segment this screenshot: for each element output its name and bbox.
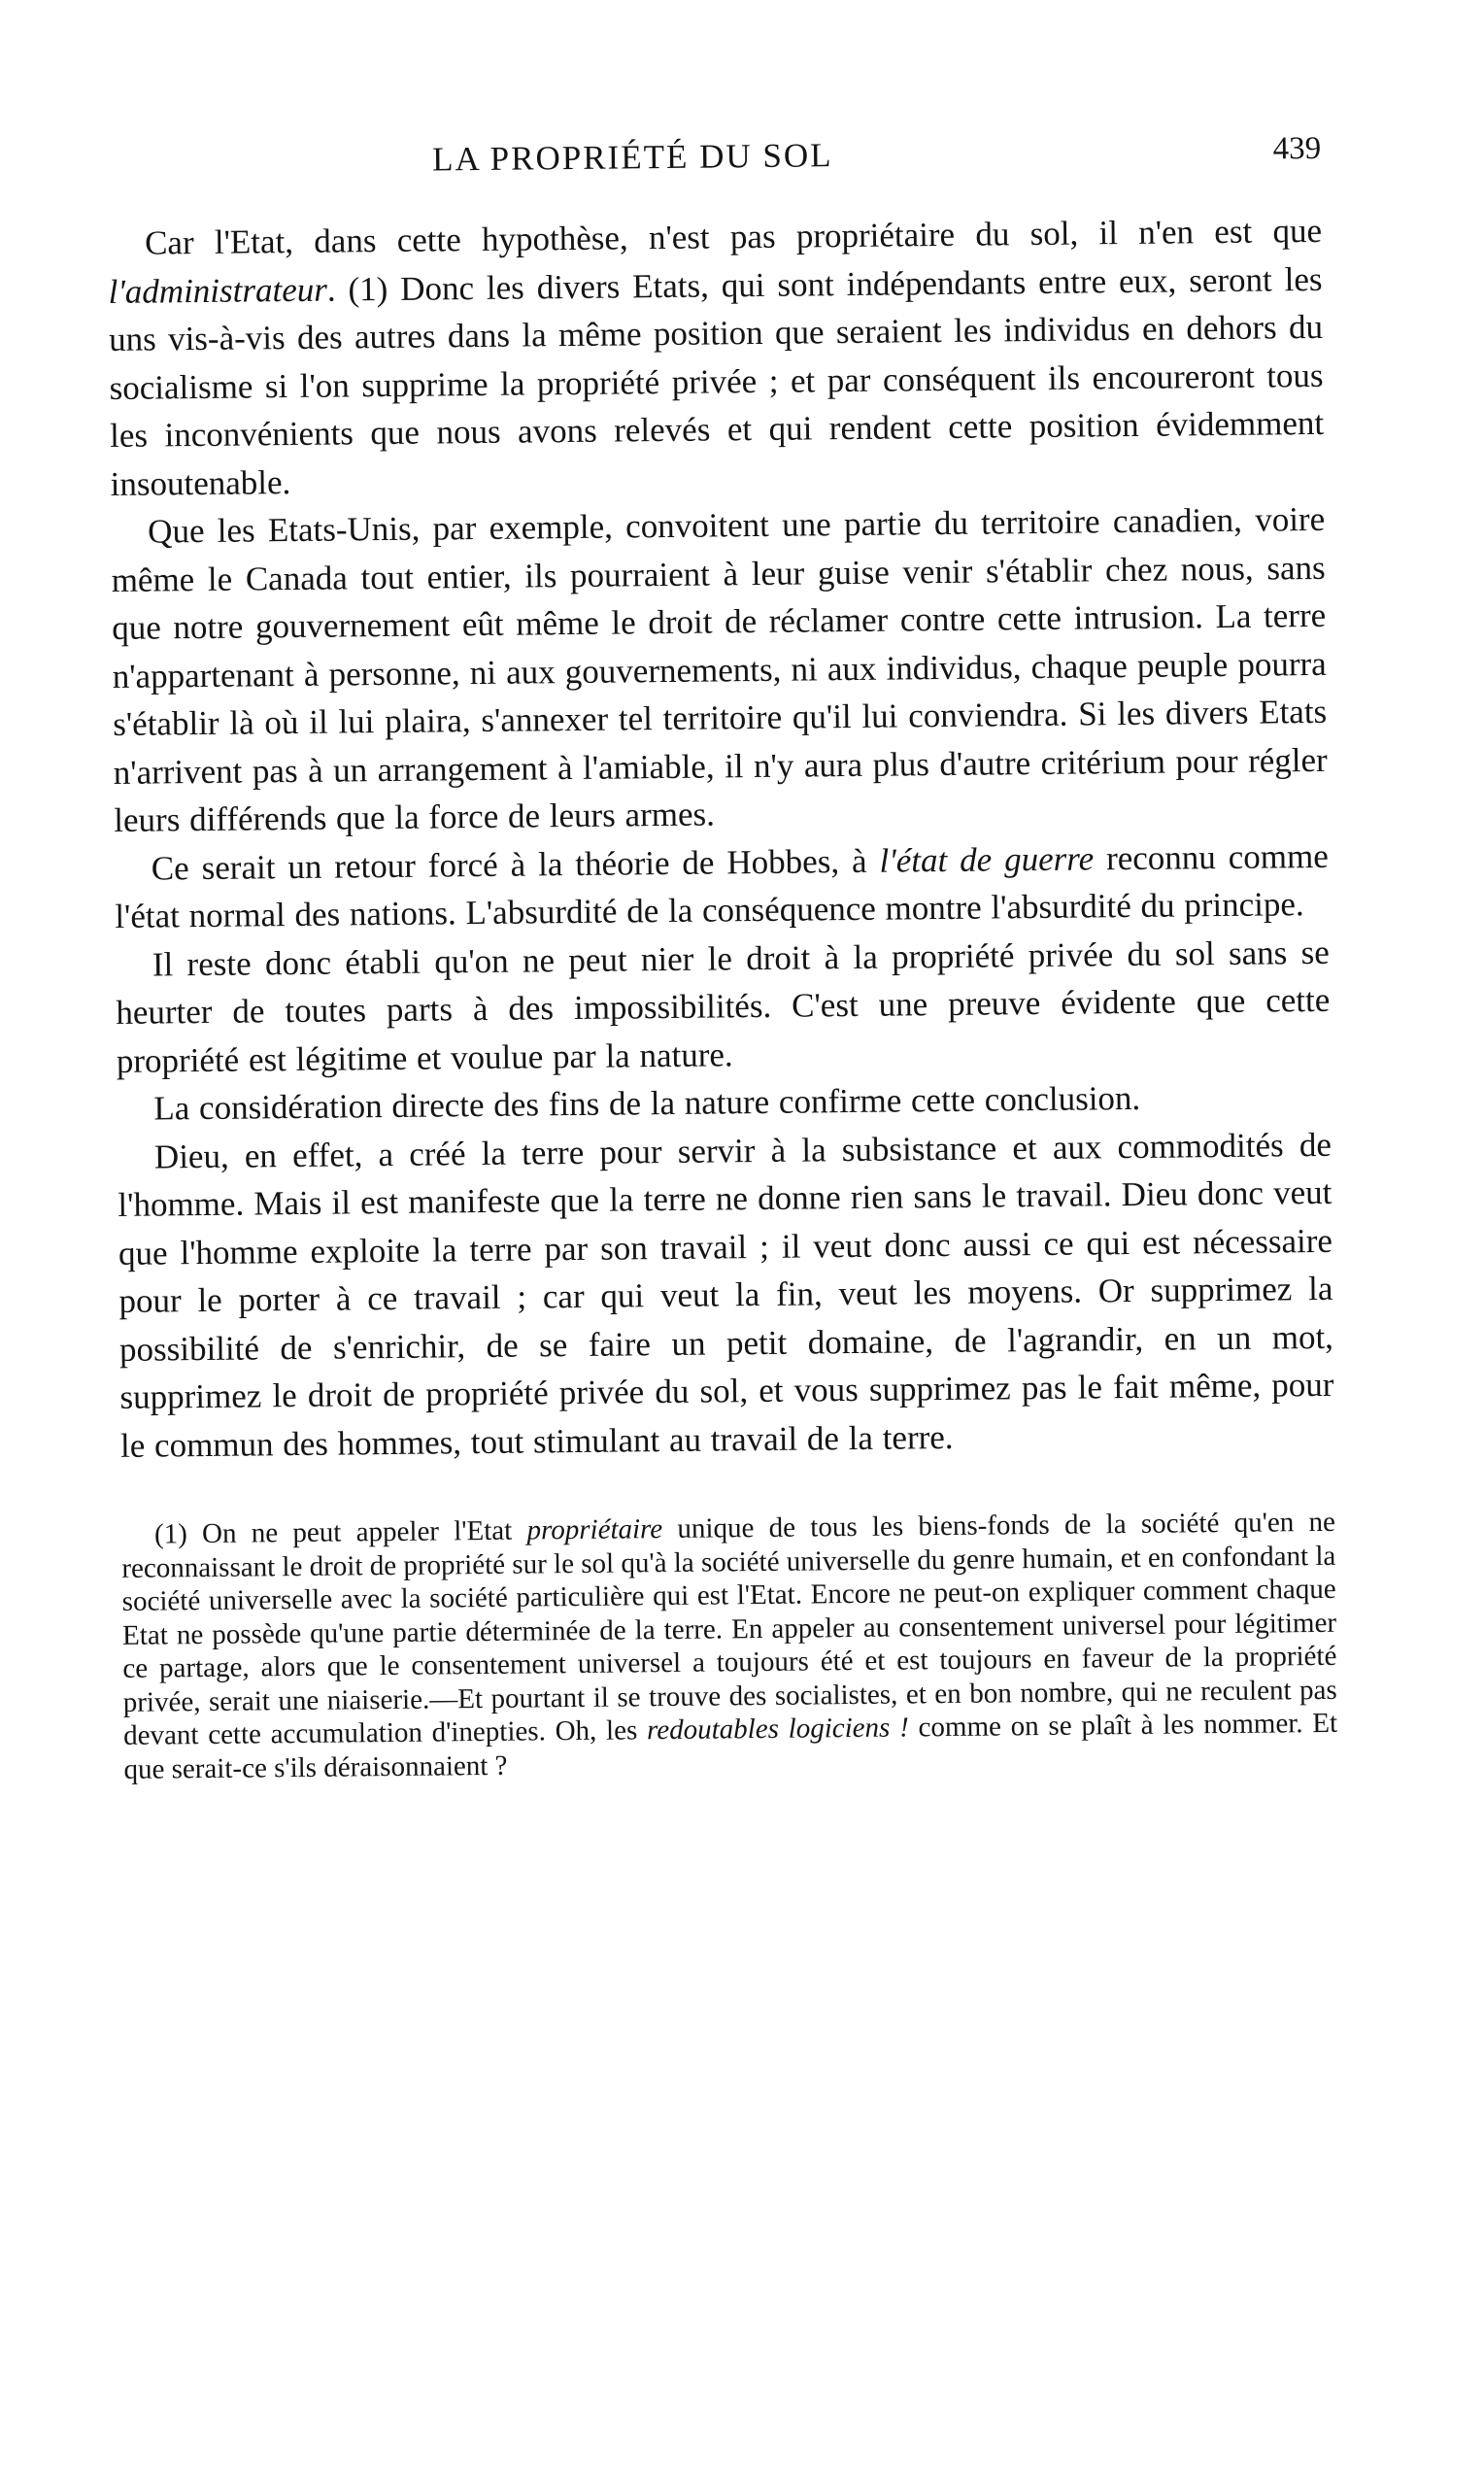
running-head: LA PROPRIÉTÉ DU SOL: [431, 136, 833, 179]
footnote: [121, 1506, 1338, 1786]
paragraph-4: Il reste donc établi qu'on ne peut nier le droit à la propriété privée du sol sans se heurter de toutes parts à des impossibilités. C'est une preuve évidente que cette propriété est légitime et voulue par la nature.: [116, 933, 1331, 1080]
emphasis-administrateur: l'administrateur: [108, 270, 328, 311]
paragraph-2: Que les Etats-Unis, par exemple, convoitent une partie du territoire canadien, voire même le Canada tout entier, ils pourraient à leur guise venir s'établir chez nous, sans que notre gouvernement eût même le droit de réclamer contre cette intrusion. La terre n'appartenant à personne, ni aux gouvernements, ni aux individus, chaque peuple pourra s'établir là où il lui plaira, s'annexer tel territoire qu'il lui conviendra. Si les divers Etats n'arrivent pas à un arrangement à l'amiable, il n'y aura plus d'autre critérium pour régler leurs différends que la force de leurs armes.: [111, 499, 1328, 839]
paragraph-5: La considération directe des fins de la nature confirme cette conclusion.: [153, 1078, 1141, 1128]
footnote-text: (1) On ne peut appeler l'Etat propriétaire unique de tous les biens-fonds de la société qu'en ne reconnaissant le droit de propriété sur le sol qu'à la société universelle du genre humain, et en confondant la société universelle avec la société particulière qui est l'Etat. Encore ne peut-on expliquer comment chaque Etat ne possède qu'une partie déterminée de la terre. En appeler au consentement universel pour légitimer ce partage, alors que le consentement universel a toujours été et est toujours en faveur de la propriété privée, serait une niaiserie.—Et pourtant il se trouve des socialistes, et en bon nombre, qui ne reculent pas devant cette accumulation d'inepties. Oh, les redoutables logiciens ! comme on se plaît à les nommer. Et que serait-ce s'ils déraisonnaient ?: [121, 1506, 1338, 1785]
paragraph-6: Dieu, en effet, a créé la terre pour servir à la subsistance et aux commodités de l'homme. Mais il est manifeste que la terre ne donne rien sans le travail. Dieu donc veut que l'homme exploite la terre par son travail ; il veut donc aussi ce qui est nécessaire pour le porter à ce travail ; car qui veut la fin, veut les moyens. Or supprimez la possibilité de s'enrichir, de se faire un petit domaine, de l'agrandir, en un mot, supprimez le droit de propriété privée du sol, et vous supprimez pas le fait même, pour le commun des hommes, tout stimulant au travail de la terre.: [118, 1125, 1334, 1465]
page-number: 439: [1272, 130, 1322, 167]
emphasis-proprietaire: propriétaire: [526, 1513, 663, 1546]
emphasis-redoutables-logiciens: redoutables logiciens !: [646, 1712, 909, 1747]
book-page: [107, 131, 1338, 1786]
body-text: [108, 207, 1334, 1470]
paragraph-3: Ce serait un retour forcé à la théorie de Hobbes, à l'état de guerre reconnu comme l'état normal des nations. L'absurdité de la conséquence montre l'absurdité du principe.: [115, 836, 1329, 935]
page-header: [107, 131, 1322, 202]
emphasis-etat-de-guerre: l'état de guerre: [879, 838, 1095, 880]
paragraph-1: Car l'Etat, dans cette hypothèse, n'est pas propriétaire du sol, il n'en est que l'administrateur. (1) Donc les divers Etats, qui sont indépendants entre eux, seront les uns vis-à-vis des autres dans la même position que seraient les individus en dehors du socialisme si l'on supprime la propriété privée ; et par conséquent ils encoureront tous les inconvénients que nous avons relevés et qui rendent cette position évidemment insoutenable.: [108, 211, 1325, 503]
